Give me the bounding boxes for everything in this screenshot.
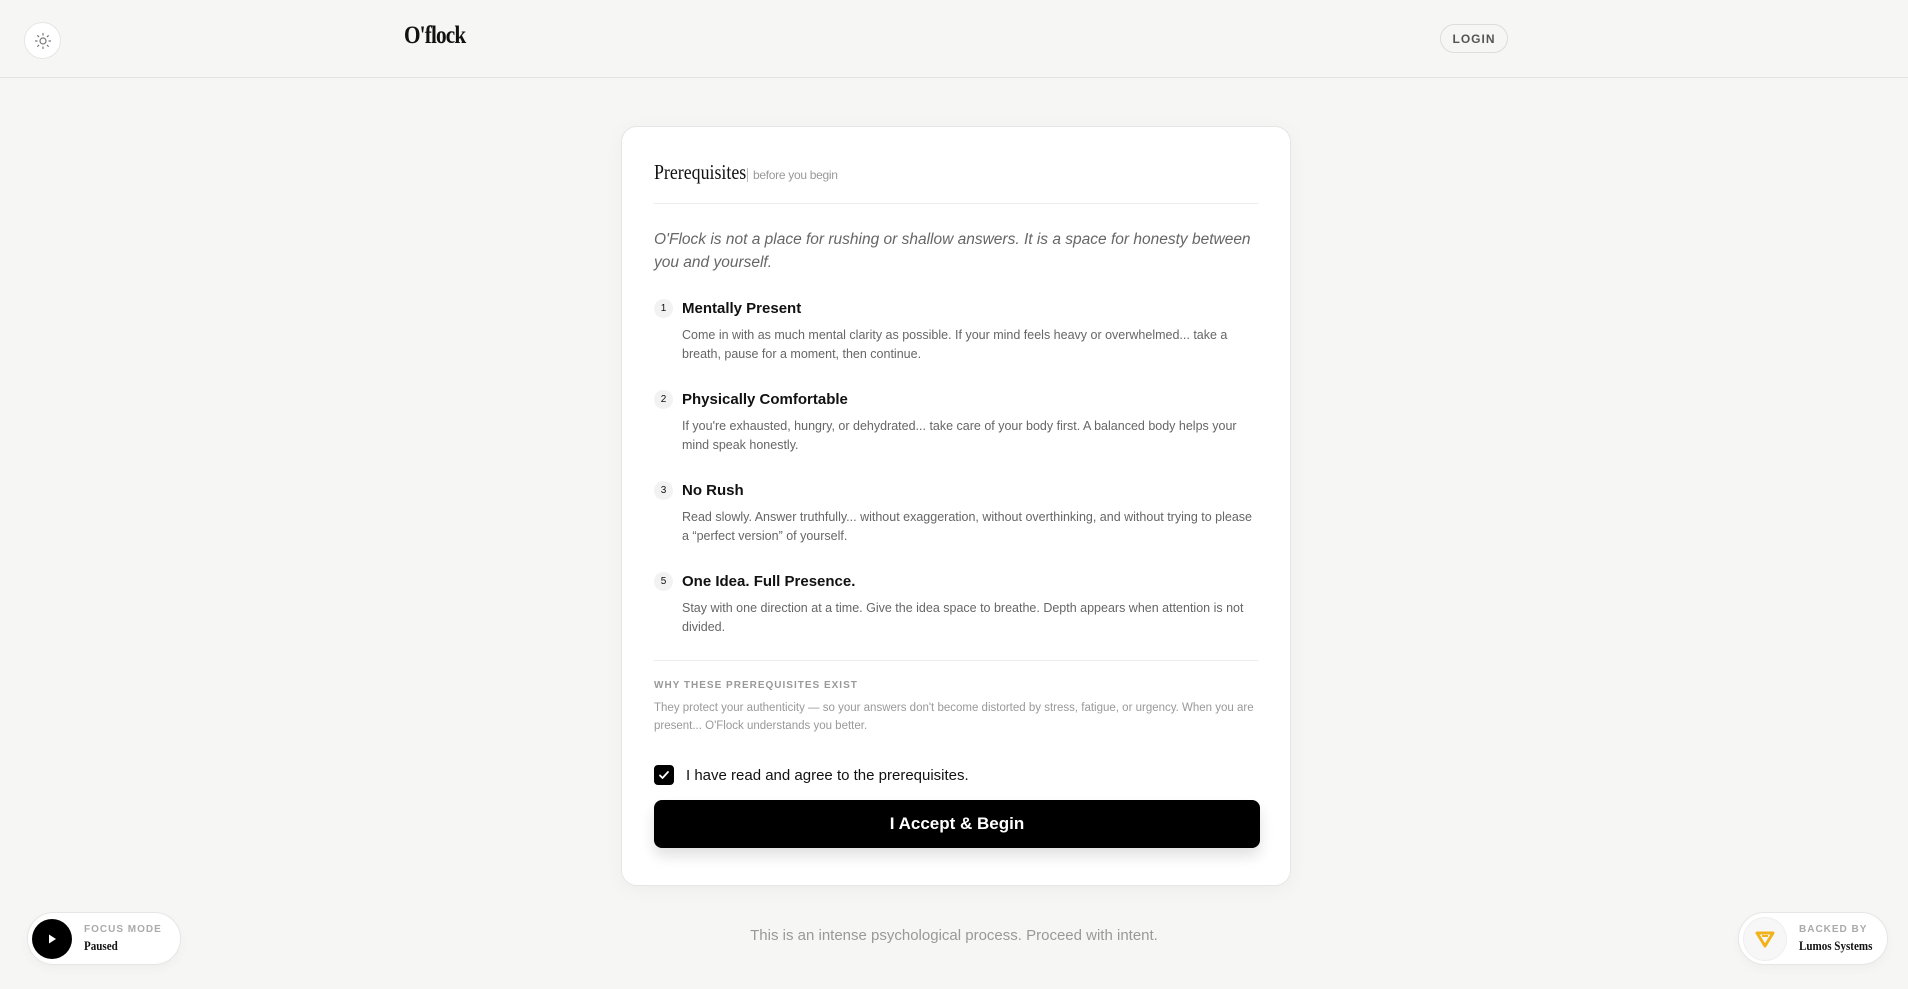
item-description: Come in with as much mental clarity as possible. If your mind feels heavy or overwhelmed... take a breath, pause for a moment, then continue. <box>682 328 1228 361</box>
lumos-logo <box>1743 917 1787 961</box>
agree-label: I have read and agree to the prerequisites. <box>686 766 969 784</box>
why-heading: WHY THESE PREREQUISITES EXIST <box>654 680 858 691</box>
list-item <box>654 389 1258 480</box>
check-icon <box>658 769 670 781</box>
logo[interactable]: O'flock <box>404 22 466 49</box>
item-title: Physically Comfortable <box>682 390 848 408</box>
backed-by-label: BACKED BY <box>1799 923 1868 935</box>
item-title: No Rush <box>682 481 744 499</box>
agree-checkbox[interactable] <box>654 765 674 785</box>
item-title: One Idea. Full Presence. <box>682 572 856 590</box>
item-number: 1 <box>654 299 673 318</box>
why-text: They protect your authenticity — so your answers don't become distorted by stress, fatigue, or urgency. When you are present... O'Flock understands you better. <box>654 702 1254 732</box>
intro-text: O'Flock is not a place for rushing or shallow answers. It is a space for honesty between you and yourself. <box>654 231 1251 271</box>
accept-begin-button[interactable]: I Accept & Begin <box>654 800 1260 848</box>
divider <box>654 660 1258 661</box>
prerequisite-list <box>654 298 1258 662</box>
focus-mode-status: Paused <box>84 937 118 953</box>
login-button[interactable]: LOGIN <box>1440 24 1508 53</box>
list-item <box>654 480 1258 571</box>
focus-mode-widget[interactable] <box>27 912 181 965</box>
top-bar <box>0 0 1908 78</box>
item-description: If you're exhausted, hungry, or dehydrated... take care of your body first. A balanced body helps your mind speak honestly. <box>682 419 1237 452</box>
list-item <box>654 571 1258 662</box>
prerequisites-card <box>621 126 1291 886</box>
item-number: 2 <box>654 390 673 409</box>
lumos-logo-icon <box>1755 930 1775 948</box>
backed-by-badge[interactable] <box>1738 912 1888 965</box>
footer-note: This is an intense psychological process. Proceed with intent. <box>750 927 1158 944</box>
agree-checkbox-row[interactable] <box>654 765 1258 785</box>
card-subtitle: before you begin <box>747 168 838 182</box>
card-header <box>654 127 1258 204</box>
item-number: 5 <box>654 572 673 591</box>
sun-icon <box>34 32 52 50</box>
backer-name: Lumos Systems <box>1799 937 1873 953</box>
focus-mode-label: FOCUS MODE <box>84 923 162 935</box>
play-icon <box>46 933 58 945</box>
card-title: Prerequisites <box>654 160 747 184</box>
item-title: Mentally Present <box>682 299 802 317</box>
item-description: Read slowly. Answer truthfully... without exaggeration, without overthinking, and without trying to please a “perfect version” of yourself. <box>682 510 1252 543</box>
item-description: Stay with one direction at a time. Give the idea space to breathe. Depth appears when attention is not divided. <box>682 601 1244 634</box>
theme-toggle-button[interactable] <box>24 22 61 59</box>
item-number: 3 <box>654 481 673 500</box>
list-item <box>654 298 1258 389</box>
play-button[interactable] <box>32 919 72 959</box>
